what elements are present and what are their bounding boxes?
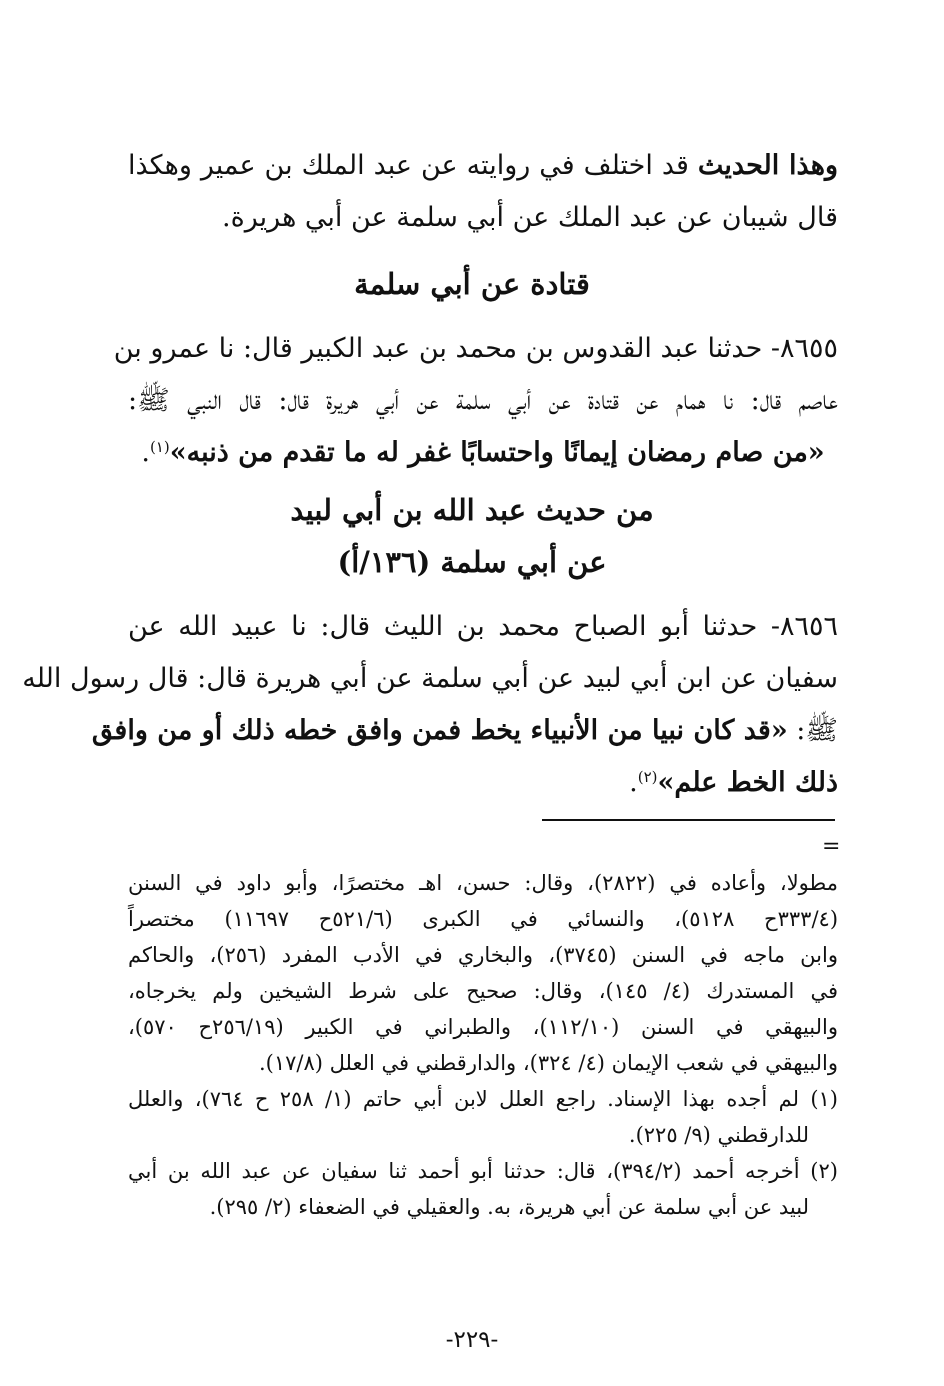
section-heading-abdallah: من حديث عبد الله بن أبي لبيد (290, 493, 654, 527)
footnote-2-line-2: لبيد عن أبي سلمة عن أبي هريرة، به. والعقيلي في الضعفاء (٢/ ٢٩٥). (209, 1195, 809, 1219)
intro-line-1 (128, 151, 838, 181)
footnote-cont-line-5: والبيهقي في السنن (١١٢/١٠)، والطبراني في الكبير (٢٥٦/١٩ح ٥٧٠)، (128, 1015, 839, 1039)
footnote-ref-2: (٢) (637, 768, 658, 786)
hadith-8655-end: . (141, 437, 150, 468)
section-heading-abi-salama: عن أبي سلمة (١٣٦/أ) (337, 545, 607, 579)
hadith-8656-matn-1: «قد كان نبيا من الأنبياء يخط فمن وافق خطه ذلك أو من وافق (91, 715, 788, 746)
footnote-cont-line-6: والبيهقي في شعب الإيمان (٤/ ٣٢٤)، والدارقطني في العلل (١٧/٨). (258, 1051, 838, 1075)
footnote-2-line-1: (٢) أخرجه أحمد (٣٩٤/٢)، قال: حدثنا أبو أحمد ثنا سفيان عن عبد الله بن أبي (128, 1159, 838, 1183)
hadith-8656-prefix: ﷺ: (787, 715, 838, 746)
hadith-8656-line-2: سفيان عن ابن أبي لبيد عن أبي سلمة عن أبي هريرة قال: قال رسول الله (22, 663, 838, 694)
hadith-8656-line-1: ٨٦٥٦- حدثنا أبو الصباح محمد بن الليث قال: نا عبيد الله عن (128, 611, 838, 642)
hadith-8656-line-3 (91, 715, 838, 746)
hadith-8656-matn-2: ذلك الخط علم» (657, 767, 838, 798)
footnote-1-line-2: للدارقطني (٩/ ٢٢٥). (628, 1123, 809, 1147)
page-number: -٢٢٩- (445, 1327, 499, 1353)
footnote-1-line-1: (١) لم أجده بهذا الإسناد. راجع العلل لابن أبي حاتم (١/ ٢٥٨ ح ٧٦٤)، والعلل (128, 1087, 838, 1111)
footnote-cont-line-3: وابن ماجه في السنن (٣٧٤٥)، والبخاري في الأدب المفرد (٢٥٦)، والحاكم (128, 943, 838, 967)
footnote-cont-line-4: في المستدرك (٤/ ١٤٥)، وقال: صحيح على شرط الشيخين ولم يخرجاه، (128, 979, 838, 1003)
footnote-cont-line-2: (٣٣٣/٤ح ٥١٢٨)، والنسائي في الكبرى (٥٢١/٦ح ١١٦٩٧) مختصراً (128, 907, 839, 931)
hadith-8655-matn: «من صام رمضان إيمانًا واحتسابًا غفر له ما تقدم من ذنبه» (169, 437, 825, 468)
intro-bold-phrase: وهذا الحديث (697, 150, 838, 181)
hadith-8655-matn-line (128, 438, 838, 468)
footnote-cont-line-1: مطولا، وأعاده في (٢٨٢٢)، وقال: حسن، اهـ مختصرًا، وأبو داود في السنن (128, 871, 838, 895)
hadith-8655-line-2: عاصم قال: نا همام عن قتادة عن أبي سلمة عن أبي هريرة قال: قال النبي ﷺ: (128, 385, 838, 416)
hadith-8655-line-1: ٨٦٥٥- حدثنا عبد القدوس بن محمد بن عبد الكبير قال: نا عمرو بن (113, 333, 838, 364)
intro-line-2: قال شيبان عن عبد الملك عن أبي سلمة عن أبي هريرة. (222, 202, 838, 233)
hadith-8656-end: . (629, 767, 638, 798)
intro-line-1-text: قد اختلف في روايته عن عبد الملك بن عمير وهكذا (128, 150, 689, 181)
footnote-continuation-mark: = (822, 834, 841, 859)
section-heading-qatada: قتادة عن أبي سلمة (354, 267, 590, 301)
hadith-8656-line-4 (128, 768, 838, 798)
footnote-ref-1: (١) (149, 438, 170, 456)
footnote-separator (542, 819, 835, 821)
